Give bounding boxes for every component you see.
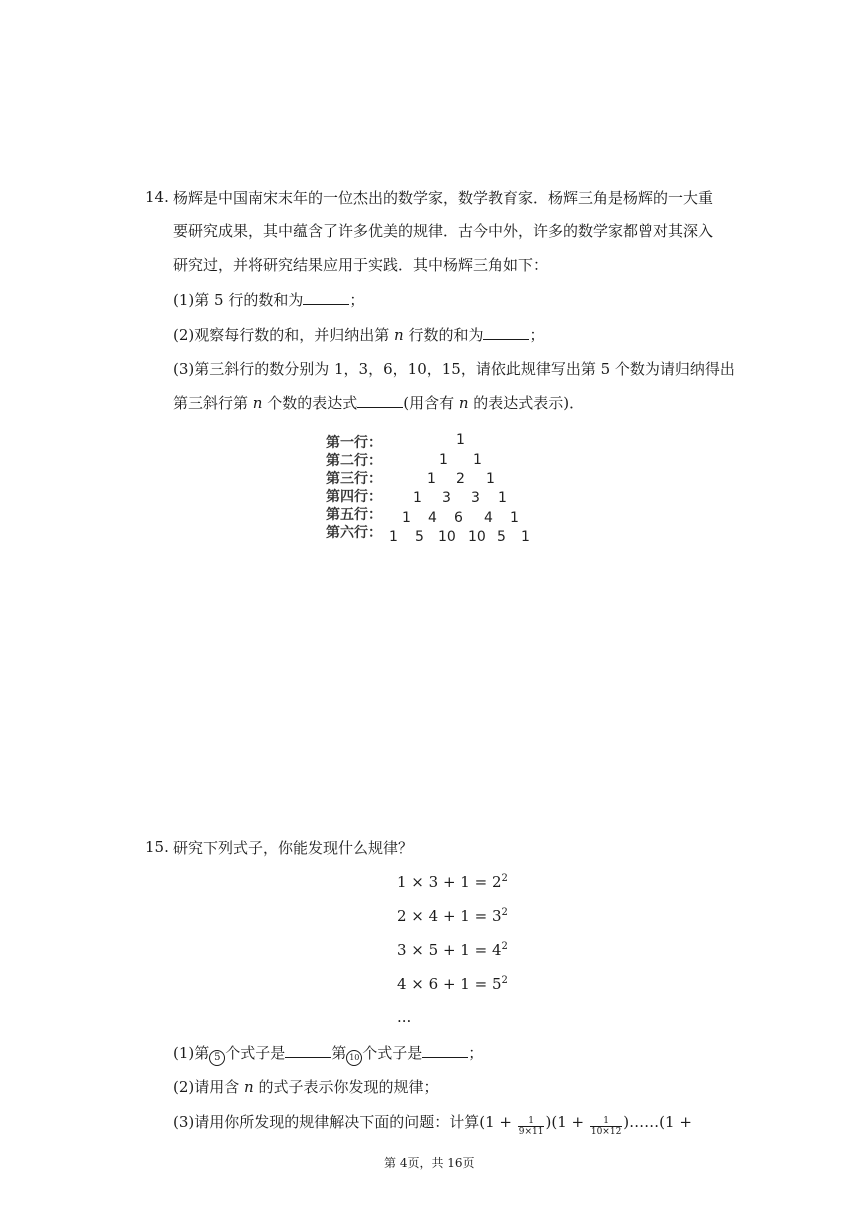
part-1-e: ； xyxy=(468,1044,484,1062)
part-2-prefix: (2)请用含 xyxy=(173,1078,245,1096)
exponent: 2 xyxy=(501,873,508,884)
question-14-part-3-line-1: (3)第三斜行的数分别为 1，3，6，10，15，请依此规律写出第 5 个数为请归纳得出 xyxy=(173,360,735,378)
part-3-prefix: (3)请用你所发现的规律解决下面的问题：计算 xyxy=(173,1113,480,1131)
triangle-number: 3 xyxy=(471,490,480,506)
fraction-numerator: 1 xyxy=(590,1116,622,1127)
answer-blank[interactable] xyxy=(483,325,529,340)
triangle-row-label: 第三行： xyxy=(326,471,382,487)
equation-lhs: 4 × 6 + 1 = 5 xyxy=(397,975,502,993)
term-tail: ……(1 + xyxy=(629,1113,692,1131)
question-14-part-3-line-2 xyxy=(173,393,584,413)
fraction-1 xyxy=(518,1116,545,1137)
variable-n: n xyxy=(458,394,469,412)
equation-lhs: 1 × 3 + 1 = 2 xyxy=(397,873,502,891)
question-14-line-2: 要研究成果，其中蕴含了许多优美的规律．古今中外，许多的数学家都曾对其深入 xyxy=(173,222,714,240)
term-2-open: (1 + xyxy=(551,1113,589,1131)
triangle-number: 1 xyxy=(413,490,422,506)
part-2-suffix: ； xyxy=(529,326,545,344)
triangle-number: 2 xyxy=(456,471,465,487)
part-1-suffix: ； xyxy=(349,291,365,309)
question-14-part-2 xyxy=(173,325,545,345)
triangle-number: 10 xyxy=(468,529,486,545)
equation-1 xyxy=(397,873,508,891)
part-3-end: 的表达式表示)． xyxy=(468,394,585,412)
equation-3 xyxy=(397,941,508,959)
triangle-row-label: 第四行： xyxy=(326,489,382,505)
question-15-part-2 xyxy=(173,1077,438,1097)
triangle-number: 4 xyxy=(428,510,437,526)
fraction-denominator: 9×11 xyxy=(518,1127,544,1137)
triangle-number: 1 xyxy=(402,510,411,526)
question-15-intro: 研究下列式子，你能发现什么规律？ xyxy=(173,839,414,857)
answer-blank[interactable] xyxy=(357,393,403,408)
term-1-close: ) xyxy=(545,1113,552,1131)
equation-lhs: 2 × 4 + 1 = 3 xyxy=(397,907,502,925)
triangle-number: 10 xyxy=(438,529,456,545)
part-2-suffix: 的式子表示你发现的规律； xyxy=(253,1078,439,1096)
exponent: 2 xyxy=(501,907,508,918)
page-footer: 第 4页，共 16页 xyxy=(384,1156,475,1170)
question-14-line-3: 研究过，并将研究结果应用于实践．其中杨辉三角如下： xyxy=(173,256,549,274)
variable-n: n xyxy=(244,1078,254,1096)
triangle-number: 6 xyxy=(454,510,463,526)
triangle-number: 5 xyxy=(415,529,424,545)
equation-lhs: 3 × 5 + 1 = 4 xyxy=(397,941,502,959)
variable-n: n xyxy=(252,394,263,412)
triangle-row-label: 第六行： xyxy=(326,525,382,541)
fraction-numerator: 1 xyxy=(518,1116,545,1127)
exponent: 2 xyxy=(501,941,508,952)
part-1-a: (1)第 xyxy=(173,1044,210,1062)
triangle-row-label: 第五行： xyxy=(326,507,382,523)
term-1-open: (1 + xyxy=(479,1113,517,1131)
part-1-d: 个式子是 xyxy=(362,1044,423,1062)
triangle-number: 1 xyxy=(521,529,530,545)
exponent: 2 xyxy=(501,975,508,986)
part-1-c: 第 xyxy=(331,1044,347,1062)
question-14-part-1 xyxy=(173,290,364,310)
triangle-number: 3 xyxy=(442,490,451,506)
part-1-prefix: (1)第 5 行的数和为 xyxy=(173,291,304,309)
triangle-number: 5 xyxy=(497,529,506,545)
answer-blank[interactable] xyxy=(303,290,349,305)
triangle-number: 1 xyxy=(510,510,519,526)
part-2-mid: 行数的和为 xyxy=(403,326,484,344)
question-15-part-3 xyxy=(173,1112,692,1137)
equation-2 xyxy=(397,907,508,925)
yang-hui-triangle-figure xyxy=(326,428,536,548)
triangle-number: 1 xyxy=(486,471,495,487)
circled-number-10: 10 xyxy=(346,1050,362,1066)
circled-number-5: 5 xyxy=(209,1050,225,1066)
fraction-2 xyxy=(590,1116,622,1137)
part-1-b: 个式子是 xyxy=(225,1044,286,1062)
variable-n: n xyxy=(394,326,404,344)
triangle-row-label: 第二行： xyxy=(326,453,382,469)
part-3-mid: 个数的表达式 xyxy=(262,394,358,412)
triangle-number: 1 xyxy=(439,452,448,468)
question-15-part-1 xyxy=(173,1043,483,1066)
answer-blank[interactable] xyxy=(285,1043,331,1058)
triangle-row-label: 第一行： xyxy=(326,435,382,451)
triangle-number: 1 xyxy=(498,490,507,506)
question-14-number: 14. xyxy=(145,188,169,206)
part-3-after-blank: (用含有 xyxy=(403,394,459,412)
triangle-number: 4 xyxy=(484,510,493,526)
triangle-number: 1 xyxy=(456,432,465,448)
fraction-denominator: 10×12 xyxy=(590,1127,622,1137)
question-15-number: 15. xyxy=(145,838,169,856)
equation-ellipsis: ... xyxy=(397,1008,412,1026)
question-14-line-1: 杨辉是中国南宋末年的一位杰出的数学家，数学教育家．杨辉三角是杨辉的一大重 xyxy=(173,189,714,207)
equation-4 xyxy=(397,975,508,993)
answer-blank[interactable] xyxy=(422,1043,468,1058)
triangle-number: 1 xyxy=(389,529,398,545)
part-3-prefix: 第三斜行第 xyxy=(173,394,253,412)
triangle-number: 1 xyxy=(427,471,436,487)
triangle-number: 1 xyxy=(473,452,482,468)
term-2-close: ) xyxy=(623,1113,630,1131)
part-2-prefix: (2)观察每行数的和，并归纳出第 xyxy=(173,326,395,344)
